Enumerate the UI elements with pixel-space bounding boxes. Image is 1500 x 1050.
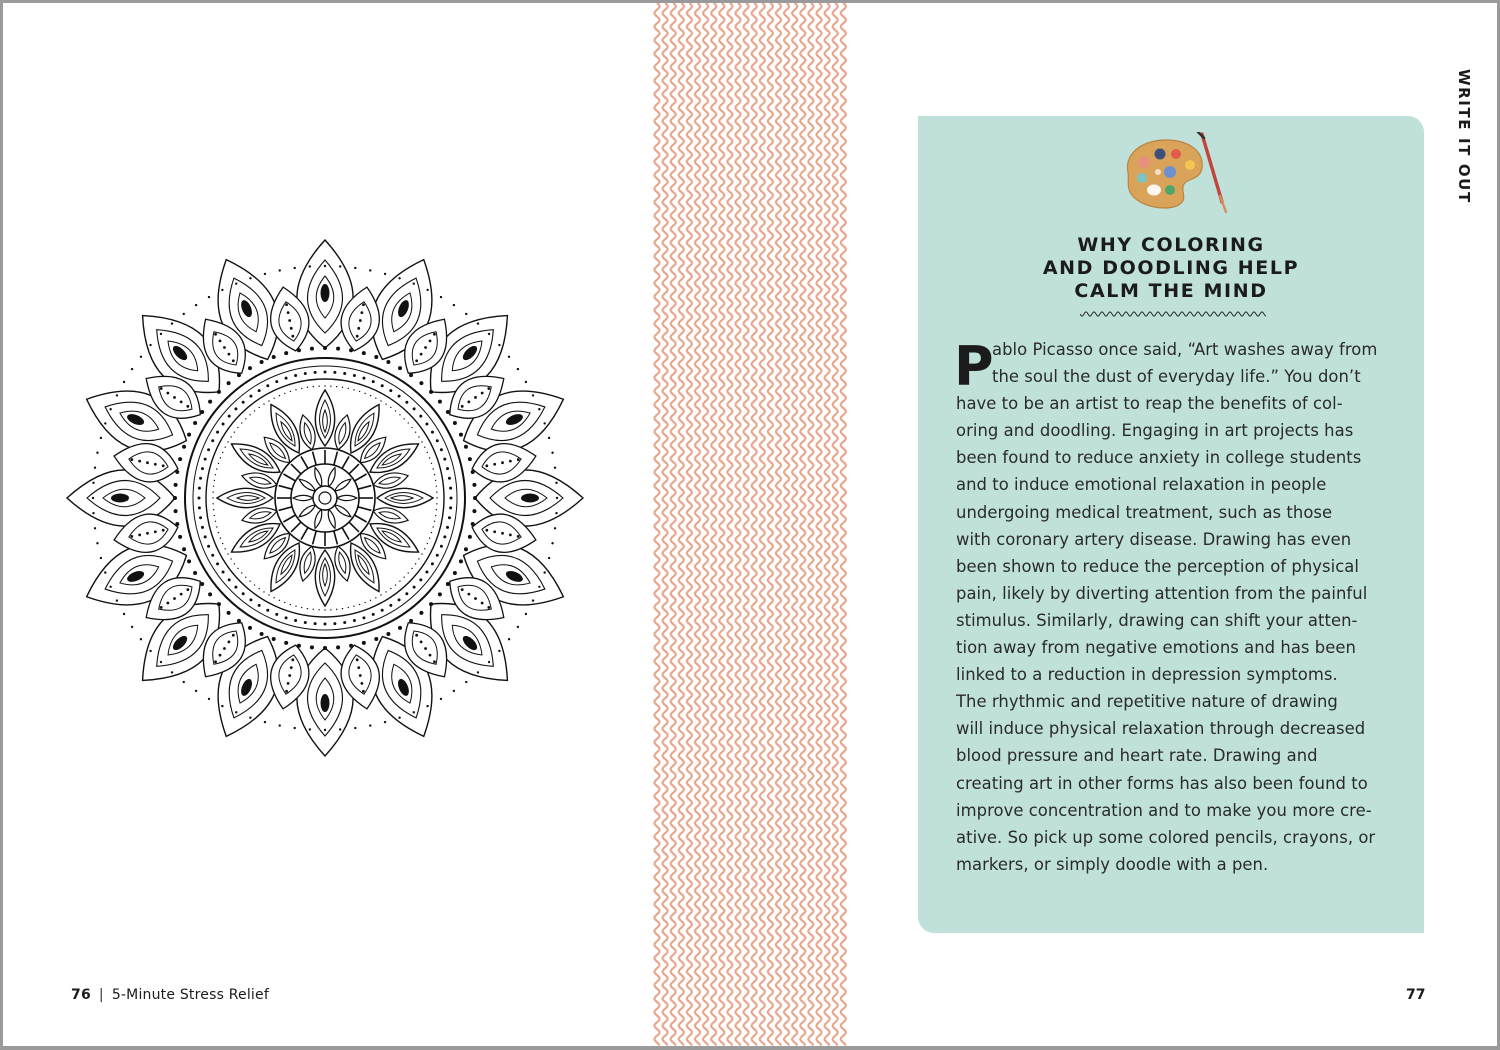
body-paragraph: [956, 336, 1396, 878]
body-line: undergoing medical treatment, such as those: [956, 502, 1333, 522]
info-box: [918, 116, 1424, 933]
body-line: improve concentration and to make you more cre-: [956, 800, 1372, 820]
body-line: ablo Picasso once said, “Art washes away from: [992, 340, 1378, 359]
body-line: linked to a reduction in depression symptoms.: [956, 665, 1338, 685]
body-line: The rhythmic and repetitive nature of drawing: [956, 692, 1338, 712]
box-title: [918, 234, 1424, 303]
book-spread: [3, 3, 1497, 1046]
body-line: blood pressure and heart rate. Drawing and: [956, 746, 1318, 766]
mandala-illustration: [63, 236, 587, 760]
body-line: markers, or simply doodle with a pen.: [956, 854, 1269, 874]
body-line: stimulus. Similarly, drawing can shift your atten-: [956, 610, 1358, 630]
body-line: oring and doodling. Engaging in art projects has: [956, 421, 1354, 441]
paint-palette-icon: [1118, 132, 1230, 214]
body-line: have to be an artist to reap the benefits of col-: [956, 394, 1343, 414]
body-line: ative. So pick up some colored pencils, crayons, or: [956, 827, 1376, 847]
body-line: pain, likely by diverting attention from the painful: [956, 583, 1368, 603]
body-line: been shown to reduce the perception of physical: [956, 556, 1359, 576]
section-label: WRITE IT OUT: [1455, 69, 1473, 204]
squiggle-divider: [1080, 309, 1266, 319]
body-line: will induce physical relaxation through decreased: [956, 719, 1366, 739]
box-title-line: WHY COLORING: [1077, 234, 1265, 256]
wave-pattern-band: [653, 3, 853, 1046]
body-line: tion away from negative emotions and has been: [956, 638, 1356, 658]
body-line: with coronary artery disease. Drawing has even: [956, 529, 1352, 549]
box-title-line: AND DOODLING HELP: [1042, 257, 1300, 279]
drop-cap: P: [954, 335, 994, 398]
box-title-line: CALM THE MIND: [1074, 280, 1268, 302]
body-line: creating art in other forms has also been found to: [956, 773, 1368, 793]
book-title: 5-Minute Stress Relief: [111, 987, 269, 1003]
left-page-number: 76: [71, 987, 91, 1003]
footer-separator: |: [98, 987, 104, 1003]
right-page-number: 77: [1406, 987, 1426, 1003]
body-line: the soul the dust of everyday life.” You don’t: [992, 367, 1361, 387]
body-line: and to induce emotional relaxation in people: [956, 475, 1327, 495]
body-line: been found to reduce anxiety in college students: [956, 448, 1362, 468]
left-page-footer: [71, 987, 269, 1003]
